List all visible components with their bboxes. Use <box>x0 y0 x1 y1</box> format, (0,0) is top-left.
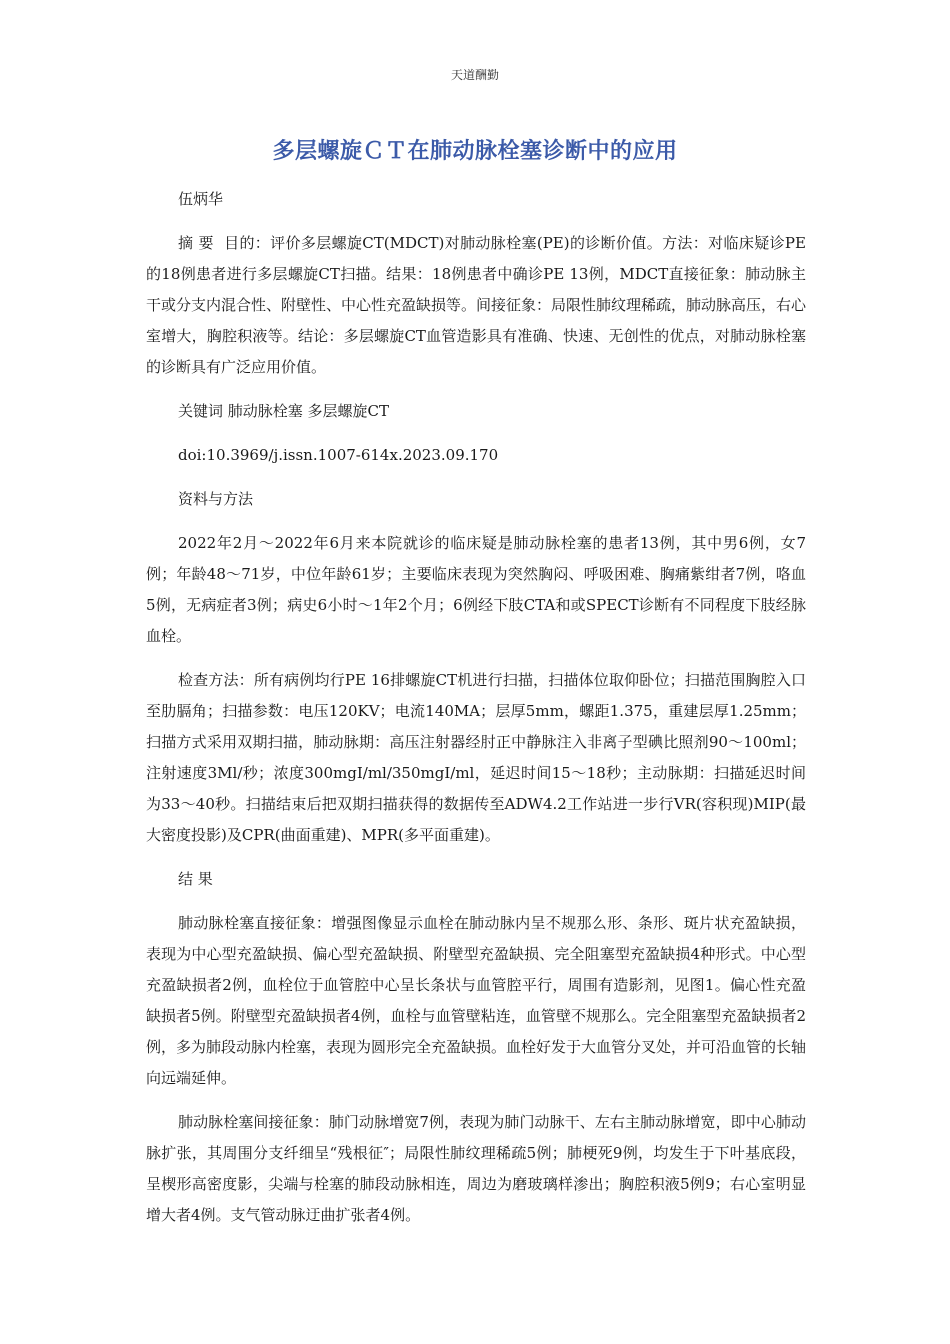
article-body <box>146 184 806 1244</box>
paragraph-patients: 2022年2月～2022年6月来本院就诊的临床疑是肺动脉栓塞的患者13例，其中男6例，女7例；年龄48～71岁，中位年龄61岁；主要临床表现为突然胸闷、呼吸困难、胸痛紫绀者7例，咯血5例，无病症者3例；病史6小时～1年2个月；6例经下肢CTA和或SPECT诊断有不同程度下肢经脉血栓。 <box>146 534 806 645</box>
page-header: 天道酬勤 <box>450 68 499 82</box>
abstract-text: 目的：评价多层螺旋CT(MDCT)对肺动脉栓塞(PE)的诊断价值。方法：对临床疑诊PE的18例患者进行多层螺旋CT扫描。结果：18例患者中确诊PE 13例，MDCT直接征象：肺动脉主干或分支内混合性、附壁性、中心性充盈缺损等。间接征象：局限性肺纹理稀疏，肺动脉高压，右心室增大，胸腔积液等。结论：多层螺旋CT血管造影具有准确、快速、无创性的优点，对肺动脉栓塞的诊断具有广泛应用价值。 <box>146 234 807 376</box>
paragraph-direct-signs: 肺动脉栓塞直接征象：增强图像显示血栓在肺动脉内呈不规那么形、条形、斑片状充盈缺损，表现为中心型充盈缺损、偏心型充盈缺损、附壁型充盈缺损、完全阻塞型充盈缺损4种形式。中心型充盈缺损者2例，血栓位于血管腔中心呈长条状与血管腔平行，周围有造影剂，见图1。偏心性充盈缺损者5例。附壁型充盈缺损者4例，血栓与血管壁粘连，血管壁不规那么。完全阻塞型充盈缺损者2例，多为肺段动脉内栓塞，表现为圆形完全充盈缺损。血栓好发于大血管分叉处，并可沿血管的长轴向远端延伸。 <box>146 914 807 1087</box>
abstract <box>146 228 806 383</box>
doi: doi:10.3969/j.issn.1007-614x.2023.09.170 <box>178 446 499 464</box>
author: 伍炳华 <box>178 190 224 208</box>
paragraph-indirect-signs: 肺动脉栓塞间接征象：肺门动脉增宽7例，表现为肺门动脉干、左右主肺动脉增宽，即中心肺动脉扩张，其周围分支纤细呈“残根征″；局限性肺纹理稀疏5例；肺梗死9例，均发生于下叶基底段，呈楔形高密度影，尖端与栓塞的肺段动脉相连，周边为磨玻璃样渗出；胸腔积液5例9；右心室明显增大者4例。支气管动脉迂曲扩张者4例。 <box>146 1113 806 1224</box>
section-heading-methods: 资料与方法 <box>178 490 254 508</box>
paragraph-exam-method: 检查方法：所有病例均行PE 16排螺旋CT机进行扫描，扫描体位取仰卧位；扫描范围胸腔入口至肋膈角；扫描参数：电压120KV；电流140MA；层厚5mm，螺距1.375，重建层厚1.25mm；扫描方式采用双期扫描，肺动脉期：高压注射器经肘正中静脉注入非离子型碘比照剂90～100ml；注射速度3Ml/秒；浓度300mgI/ml/350mgI/ml，延迟时间15～18秒；主动脉期：扫描延迟时间为33～40秒。扫描结束后把双期扫描获得的数据传至ADW4.2工作站进一步行VR(容积现)MIP(最大密度投影)及CPR(曲面重建)、MPR(多平面重建)。 <box>146 671 806 844</box>
keywords: 关键词 肺动脉栓塞 多层螺旋CT <box>178 402 390 420</box>
abstract-label: 摘 要 <box>178 234 214 252</box>
article-title: 多层螺旋ＣＴ在肺动脉栓塞诊断中的应用 <box>272 139 678 164</box>
section-heading-results: 结 果 <box>178 870 213 888</box>
